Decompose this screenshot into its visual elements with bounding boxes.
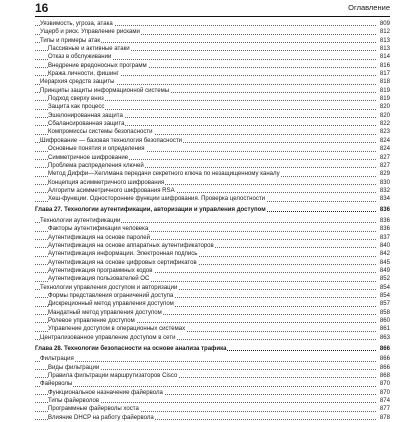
toc-page-number: 829 <box>379 171 390 178</box>
toc-page-number: 823 <box>379 129 390 136</box>
toc-entry-title: Принципы защиты информационной системы <box>40 87 170 94</box>
toc-entry-row[interactable] <box>35 334 390 342</box>
toc-entry-title: Алгоритм асимметричного шифрования RSA <box>48 187 175 194</box>
toc-page-number: 820 <box>379 112 390 119</box>
toc-entry-row[interactable] <box>35 397 390 405</box>
toc-entry-row[interactable] <box>35 355 390 363</box>
toc-entry-title: Компромиссы системы безопасности <box>48 129 153 136</box>
toc-entry-row[interactable] <box>35 95 390 103</box>
toc-page-number: 874 <box>379 398 390 405</box>
toc-entry-title: Мандатный метод управления доступом <box>48 309 162 316</box>
toc-entry-title: Аутентификация на основе цифровых сертификатов <box>48 259 197 266</box>
toc-page-number: 816 <box>379 62 390 69</box>
toc-entry-row[interactable] <box>35 372 390 380</box>
toc-entry-row[interactable] <box>35 112 390 120</box>
toc-entry-title: Аутентификация программных кодов <box>48 267 153 274</box>
toc-entry-title: Фильтрация <box>40 356 74 363</box>
toc-entry-title: Внедрение вредоносных программ <box>48 62 147 69</box>
toc-entry-row[interactable] <box>35 70 390 78</box>
toc-entry-row[interactable] <box>35 284 390 292</box>
toc-page-number: 868 <box>379 373 390 380</box>
toc-page-number: 818 <box>379 79 390 86</box>
page-header <box>35 2 390 16</box>
toc-entry-row[interactable] <box>35 259 390 267</box>
toc-page-number: 836 <box>379 226 390 233</box>
toc-entry-row[interactable] <box>35 414 390 422</box>
toc-entry-row[interactable] <box>35 170 390 178</box>
toc-entry-row[interactable] <box>35 405 390 413</box>
toc-entry-title: Глава 28. Технологии безопасности на основе анализа трафика <box>35 345 227 352</box>
toc-entry-row[interactable] <box>35 195 390 203</box>
toc-entry-title: Защита как процесс <box>48 104 105 111</box>
toc-page-number: 813 <box>379 46 390 53</box>
toc-page-number: 870 <box>379 389 390 396</box>
toc-entry-row[interactable] <box>35 234 390 242</box>
toc-page-number: 877 <box>379 406 390 413</box>
toc-entry-title: Формы представления ограничений доступа <box>48 293 174 299</box>
toc-page-number: 845 <box>379 259 390 266</box>
toc-page-number: 878 <box>379 414 390 421</box>
toc-entry-row[interactable] <box>35 87 390 95</box>
toc-entry-title: Факторы аутентификации человека <box>48 226 149 233</box>
toc-entry-title: Дискреционный метод управления доступом <box>48 301 174 308</box>
toc-entry-title: Ролевое управление доступом <box>48 318 135 325</box>
toc-entry-row[interactable] <box>35 154 390 162</box>
toc-entry-title: Шифрование — базовая технология безопасности <box>40 137 183 144</box>
toc-chapter-row[interactable] <box>35 206 390 214</box>
toc-entry-row[interactable] <box>35 103 390 111</box>
toc-page-number: 870 <box>379 381 390 388</box>
toc-entry-title: Влияние DHCP на работу файервола <box>48 414 154 421</box>
toc-entry-title: Аутентификация пользователей ОС <box>48 276 150 283</box>
toc-entry-row[interactable] <box>35 225 390 233</box>
toc-entry-title: Метод Диффи—Хеллмана передачи секретного ключа по незащищенному каналу <box>48 171 280 178</box>
toc-page-number: 827 <box>379 162 390 169</box>
toc-entry-row[interactable] <box>35 300 390 308</box>
toc-entry-title: Технологии аутентификации <box>40 217 121 224</box>
toc-page-number: 819 <box>379 96 390 103</box>
toc-entry-title: Подход сверху вниз <box>48 96 104 103</box>
toc-page-number: 827 <box>379 154 390 161</box>
toc-page-number: 813 <box>379 37 390 44</box>
toc-entry-title: Уязвимость, угроза, атака <box>40 21 113 27</box>
dot-leader <box>35 361 376 362</box>
toc-entry-row[interactable] <box>35 317 390 325</box>
toc-page-number: 863 <box>379 334 390 341</box>
toc-entry-row[interactable] <box>35 62 390 70</box>
toc-entry-title: Аутентификация на основе аппаратных аутентификаторов <box>48 242 214 249</box>
toc-entry-title: Виды фильтрации <box>48 364 100 371</box>
toc-entry-title: Технологии управления доступом и авторизации <box>40 284 178 291</box>
toc-entry-row[interactable] <box>35 250 390 258</box>
toc-entry-title: Аутентификация информации. Электронная подпись <box>48 251 198 258</box>
table-of-contents <box>35 20 390 422</box>
toc-entry-row[interactable] <box>35 275 390 283</box>
toc-page-number: 812 <box>379 29 390 36</box>
toc-page-number: 834 <box>379 196 390 203</box>
toc-page-number: 840 <box>379 242 390 249</box>
toc-entry-title: Кража личности, фишинг <box>48 71 119 78</box>
toc-entry-title: Управление доступом в операционных системах <box>48 326 186 333</box>
toc-entry-row[interactable] <box>35 187 390 195</box>
toc-entry-title: Аутентификация на основе паролей <box>48 234 150 241</box>
toc-page-number: 866 <box>379 356 390 363</box>
toc-entry-row[interactable] <box>35 28 390 36</box>
running-title: Оглавление <box>348 3 390 12</box>
toc-entry-title: Проблема распределения ключей <box>48 162 144 169</box>
toc-page-number: 857 <box>379 301 390 308</box>
toc-page-number: 824 <box>379 137 390 144</box>
toc-page-number: 860 <box>379 318 390 325</box>
toc-page-number: 814 <box>379 54 390 61</box>
toc-entry-row[interactable] <box>35 120 390 128</box>
toc-entry-row[interactable] <box>35 20 390 28</box>
toc-entry-title: Функциональное назначение файервола <box>48 389 163 396</box>
toc-page-number: 866 <box>379 345 390 352</box>
toc-page-number: 836 <box>379 217 390 224</box>
toc-page-number: 852 <box>379 276 390 283</box>
toc-page-number: 866 <box>379 364 390 371</box>
toc-entry-row[interactable] <box>35 78 390 86</box>
toc-entry-title: Иерархия средств защиты <box>40 79 115 86</box>
toc-entry-title: Сбалансированная защита <box>48 121 125 128</box>
toc-page-number: 820 <box>379 104 390 111</box>
toc-page-number: 849 <box>379 267 390 274</box>
toc-page-number: 822 <box>379 121 390 128</box>
toc-entry-row[interactable] <box>35 309 390 317</box>
toc-page-number: 832 <box>379 187 390 194</box>
toc-entry-row[interactable] <box>35 267 390 275</box>
toc-chapter-row[interactable] <box>35 345 390 353</box>
toc-entry-title: Пассивные и активные атаки <box>48 46 130 53</box>
toc-entry-title: Правила фильтрации маршрутизаторов Cisco <box>48 373 178 380</box>
toc-page-number: 817 <box>379 71 390 78</box>
toc-page-number: 819 <box>379 87 390 94</box>
toc-entry-title: Типы и примеры атак <box>40 37 101 44</box>
toc-entry-title: Эшелонированная защита <box>48 112 123 119</box>
toc-entry-title: Централизованное управление доступом в сети <box>40 334 176 341</box>
toc-entry-row[interactable] <box>35 380 390 388</box>
toc-entry-title: Основные понятия и определения <box>48 146 145 153</box>
toc-page-number: 854 <box>379 284 390 291</box>
toc-entry-title: Типы файерволов <box>48 398 100 405</box>
toc-entry-title: Файерволы <box>40 381 73 388</box>
toc-entry-row[interactable] <box>35 217 390 225</box>
toc-entry-row[interactable] <box>35 242 390 250</box>
toc-entry-row[interactable] <box>35 389 390 397</box>
header-rule <box>35 16 390 17</box>
toc-entry-title: Ущерб и риск. Управление рисками <box>40 29 140 36</box>
toc-page-number: 861 <box>379 326 390 333</box>
toc-entry-row[interactable] <box>35 53 390 61</box>
toc-entry-title: Концепция асимметричного шифрования <box>48 179 165 186</box>
toc-entry-row[interactable] <box>35 37 390 45</box>
page-number: 16 <box>35 1 49 15</box>
toc-page-number: 830 <box>379 179 390 186</box>
toc-entry-row[interactable] <box>35 128 390 136</box>
toc-entry-row[interactable] <box>35 45 390 53</box>
toc-entry-row[interactable] <box>35 325 390 333</box>
toc-entry-title: Хеш-функции. Односторонние функции шифрования. Проверка целостности <box>48 196 266 203</box>
toc-entry-row[interactable] <box>35 364 390 372</box>
toc-entry-title: Отказ в обслуживании <box>48 54 112 61</box>
toc-page-number: 837 <box>379 234 390 241</box>
toc-page-number: 842 <box>379 251 390 258</box>
toc-entry-row[interactable] <box>35 162 390 170</box>
toc-entry-row[interactable] <box>35 292 390 300</box>
toc-page-number: 809 <box>379 21 390 27</box>
toc-entry-title: Симметричное шифрование <box>48 154 129 161</box>
toc-page-number: 858 <box>379 309 390 316</box>
dot-leader <box>35 386 376 387</box>
toc-page-number: 854 <box>379 293 390 299</box>
toc-entry-row[interactable] <box>35 145 390 153</box>
toc-entry-row[interactable] <box>35 137 390 145</box>
toc-entry-title: Программные файерволы хоста <box>48 406 139 413</box>
toc-entry-title: Глава 27. Технологии аутентификации, авторизации и управления доступом <box>35 207 266 214</box>
toc-page-number: 824 <box>379 146 390 153</box>
toc-entry-row[interactable] <box>35 179 390 187</box>
toc-page-number: 836 <box>379 207 390 214</box>
